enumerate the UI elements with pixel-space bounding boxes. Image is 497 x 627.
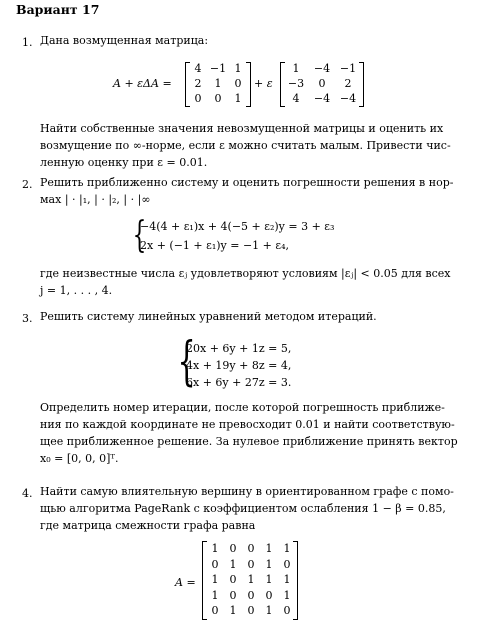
task-1-matrix-b-cell: 2 xyxy=(344,77,352,90)
task-4-matrix-cell: 0 xyxy=(247,542,255,555)
variant-title: Вариант 17 xyxy=(16,2,100,17)
task-1-plus: + ε xyxy=(254,77,273,90)
task-1-matrix-b-cell: 4 xyxy=(292,92,300,105)
task-1-matrix-a-cell: 2 xyxy=(194,77,202,90)
task-2-intro: Решить приближенно систему и оценить погрешности решения в нор- мах | · |₁, | · |₂, | · |∞ xyxy=(40,176,454,206)
task-4-matrix-cell: 0 xyxy=(247,557,255,571)
task-4-matrix-cell: 0 xyxy=(229,542,237,555)
task-1-matrix-a-cell: 1 xyxy=(234,92,242,105)
task-1-matrix-a-cell: 0 xyxy=(234,77,242,90)
task-4-matrix-cell: 1 xyxy=(283,542,291,555)
task-1-matrix-a xyxy=(185,62,251,107)
task-4-matrix-cell: 1 xyxy=(211,588,219,602)
task-1-matrix-a-cell: 4 xyxy=(194,62,202,75)
task-1-matrix-b xyxy=(280,62,364,107)
task-4-matrix-cell: 1 xyxy=(283,588,291,602)
task-1-matrix-b-cell: −4 xyxy=(313,62,331,75)
task-3-number: 3. xyxy=(22,312,33,325)
task-1-lhs: A + εΔA = xyxy=(113,77,172,90)
task-1-matrix-b-cell: 1 xyxy=(292,62,300,75)
task-1-matrix-a-cell: 1 xyxy=(234,62,242,75)
task-2-brace: { xyxy=(132,215,147,256)
task-2-eq-1: −4(4 + ε₁)x + 4(−5 + ε₂)y = 3 + ε₃ xyxy=(140,220,335,233)
task-4-matrix-cell: 1 xyxy=(229,557,237,571)
task-4-matrix-cell: 1 xyxy=(247,573,255,587)
task-4-matrix-cell: 0 xyxy=(283,604,291,618)
task-4-matrix-cell: 1 xyxy=(265,542,273,555)
task-4-matrix-cell: 0 xyxy=(283,557,291,571)
task-3-brace: { xyxy=(177,332,196,392)
task-4-matrix-cell: 0 xyxy=(247,588,255,602)
task-4-matrix xyxy=(202,541,298,620)
task-3-intro: Решить систему линейных уравнений методом итераций. xyxy=(40,310,377,323)
task-3-eq-3: 6x + 6y + 27z = 3. xyxy=(186,376,292,389)
task-4-matrix-cell: 0 xyxy=(211,557,219,571)
task-1-matrix-a-cell: −1 xyxy=(209,62,227,75)
task-4-matrix-cell: 0 xyxy=(229,588,237,602)
task-4-matrix-cell: 1 xyxy=(265,557,273,571)
task-1-matrix-a-cell: 0 xyxy=(214,92,222,105)
task-4-matrix-cell: 1 xyxy=(211,573,219,587)
task-1-number: 1. xyxy=(22,36,33,49)
task-4-matrix-cell: 1 xyxy=(265,604,273,618)
task-1-matrix-a-cell: 1 xyxy=(214,77,222,90)
task-3-eq-2: 4x + 19y + 8z = 4, xyxy=(186,359,292,372)
task-3-text: Определить номер итерации, после которой погрешность приближе- ния по каждой координате не превосходит 0.01 и найти соответствую- щее приближенное решение. За нулевое приближение принять вектор x₀ = [0, 0, 0]ᵀ. xyxy=(40,401,458,465)
task-4-intro: Найти самую влиятельную вершину в ориентированном графе с помо- щью алгоритма PageRank с коэффициентом ослабления 1 − β = 0.85, где матрица смежности графа равна xyxy=(40,485,454,532)
task-2-text: где неизвестные числа εⱼ удовлетворяют условиям |εⱼ| < 0.05 для всех j = 1, . . . , 4. xyxy=(40,267,451,297)
task-4-matrix-cell: 0 xyxy=(247,604,255,618)
task-1-matrix-a-cell: 0 xyxy=(194,92,202,105)
task-1-intro: Дана возмущенная матрица: xyxy=(40,34,209,47)
task-1-matrix-b-cell: −3 xyxy=(287,77,305,90)
task-4-matrix-cell: 0 xyxy=(265,588,273,602)
task-1-matrix-b-cell: 0 xyxy=(318,77,326,90)
task-4-matrix-cell: 0 xyxy=(211,604,219,618)
task-4-matrix-cell: 1 xyxy=(211,542,219,555)
task-1-matrix-b-cell: −1 xyxy=(339,62,357,75)
task-1-text: Найти собственные значения невозмущенной матрицы и оценить их возмущение по ∞-норме, если ε можно считать малым. Привести чис- ленную оценку при ε = 0.01. xyxy=(40,122,451,169)
task-3-eq-1: 20x + 6y + 1z = 5, xyxy=(186,342,292,355)
task-1-matrix-b-cell: −4 xyxy=(313,92,331,105)
task-4-matrix-cell: 1 xyxy=(265,573,273,587)
task-4-matrix-cell: 1 xyxy=(283,573,291,587)
task-4-number: 4. xyxy=(22,487,33,500)
task-4-matrix-cell: 0 xyxy=(229,573,237,587)
task-2-number: 2. xyxy=(22,178,33,191)
task-4-matrix-cell: 1 xyxy=(229,604,237,618)
task-1-matrix-b-cell: −4 xyxy=(339,92,357,105)
task-2-eq-2: 2x + (−1 + ε₁)y = −1 + ε₄, xyxy=(140,239,289,252)
task-4-lhs: A = xyxy=(175,576,196,589)
